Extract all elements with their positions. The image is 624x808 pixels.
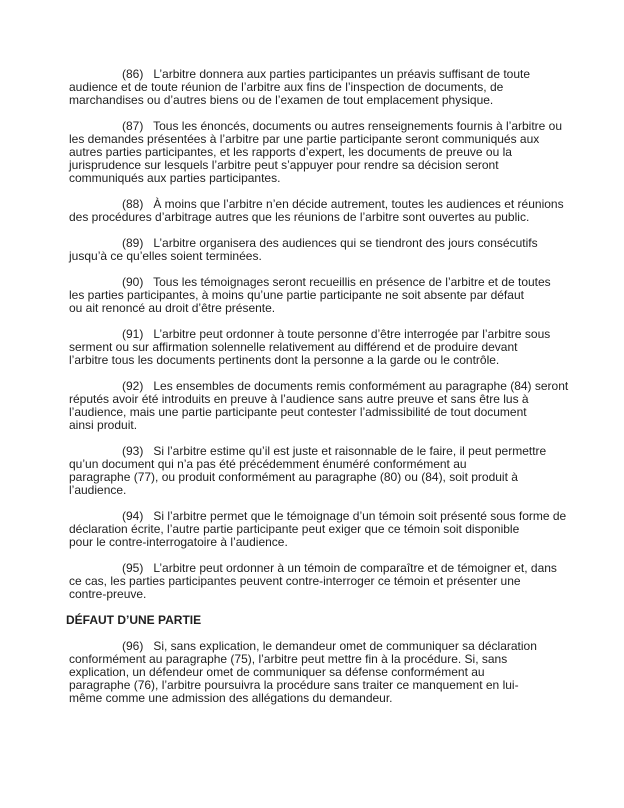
paragraph-line: ou ait renoncé au droit d’être présente. <box>69 301 276 315</box>
paragraph-line: communiqués aux parties participantes. <box>69 171 281 185</box>
paragraph-line: des procédures d’arbitrage autres que les réunions de l’arbitre sont ouvertes au public. <box>69 210 530 224</box>
paragraph-89 <box>69 237 574 263</box>
paragraph-line: explication, un défendeur omet de communiquer sa défense conformément au <box>69 665 485 679</box>
paragraph-line: conformément au paragraphe (75), l’arbitre peut mettre fin à la procédure. Si, sans <box>69 652 508 666</box>
paragraph-93 <box>69 445 574 497</box>
document-content <box>66 68 574 705</box>
paragraph-line: autres parties participantes, et les rapports d’expert, les documents de preuve ou la <box>69 145 512 159</box>
paragraph-line: même comme une admission des allégations du demandeur. <box>69 691 393 705</box>
paragraph-line: contre-preuve. <box>69 587 147 601</box>
paragraph-first-line: (87) Tous les énoncés, documents ou autres renseignements fournis à l’arbitre ou <box>122 119 563 133</box>
paragraph-94 <box>69 510 574 549</box>
section-heading: DÉFAUT D’UNE PARTIE <box>66 613 202 627</box>
paragraph-first-line: (89) L’arbitre organisera des audiences qui se tiendront des jours consécutifs <box>122 236 538 250</box>
paragraph-first-line: (92) Les ensembles de documents remis conformément au paragraphe (84) seront <box>122 379 569 393</box>
paragraph-first-line: (93) Si l’arbitre estime qu’il est juste et raisonnable de le faire, il peut permettre <box>122 444 547 458</box>
paragraph-92 <box>69 380 574 432</box>
paragraph-line: jurisprudence sur lesquels l’arbitre peut s’appuyer pour rendre sa décision seront <box>69 158 499 172</box>
paragraph-line: ce cas, les parties participantes peuvent contre-interroger ce témoin et présenter une <box>69 574 521 588</box>
paragraph-line: déclaration écrite, l’autre partie participante peut exiger que ce témoin soit disponible <box>69 522 520 536</box>
paragraph-line: paragraphe (77), ou produit conformément au paragraphe (80) ou (84), soit produit à <box>69 470 518 484</box>
paragraph-line: serment ou sur affirmation solennelle relativement au différend et de produire devant <box>69 340 518 354</box>
paragraph-first-line: (91) L’arbitre peut ordonner à toute personne d’être interrogée par l’arbitre sous <box>122 327 551 341</box>
paragraph-line: paragraphe (76), l’arbitre poursuivra la procédure sans traiter ce manquement en lui- <box>69 678 519 692</box>
paragraph-88 <box>69 198 574 224</box>
paragraph-line: l’arbitre tous les documents pertinents dont la personne a la garde ou le contrôle. <box>69 353 500 367</box>
paragraph-line: réputés avoir été introduits en preuve à l’audience sans autre preuve et sans être lus à <box>69 392 529 406</box>
paragraph-96 <box>69 640 574 705</box>
paragraph-95 <box>69 562 574 601</box>
paragraph-line: l’audience. <box>69 483 127 497</box>
paragraph-line: marchandises ou d’autres biens ou de l’examen de tout emplacement physique. <box>69 93 494 107</box>
paragraph-87 <box>69 120 574 185</box>
paragraph-line: les demandes présentées à l’arbitre par une partie participante seront communiqués aux <box>69 132 540 146</box>
paragraph-first-line: (96) Si, sans explication, le demandeur omet de communiquer sa déclaration <box>122 639 537 653</box>
paragraph-line: ainsi produit. <box>69 418 138 432</box>
paragraph-first-line: (94) Si l’arbitre permet que le témoignage d’un témoin soit présenté sous forme de <box>122 509 567 523</box>
paragraph-line: audience et de toute réunion de l’arbitre aux fins de l’inspection de documents, de <box>69 80 504 94</box>
paragraph-line: jusqu’à ce qu’elles soient terminées. <box>69 249 262 263</box>
paragraph-86 <box>69 68 574 107</box>
paragraph-line: qu’un document qui n’a pas été précédemment énuméré conformément au <box>69 457 467 471</box>
paragraph-91 <box>69 328 574 367</box>
paragraph-line: les parties participantes, à moins qu’une partie participante ne soit absente par défaut <box>69 288 524 302</box>
paragraph-first-line: (86) L’arbitre donnera aux parties participantes un préavis suffisant de toute <box>122 67 531 81</box>
paragraph-line: l’audience, mais une partie participante peut contester l’admissibilité de tout document <box>69 405 527 419</box>
paragraph-line: pour le contre-interrogatoire à l’audience. <box>69 535 288 549</box>
paragraph-first-line: (90) Tous les témoignages seront recueillis en présence de l’arbitre et de toutes <box>122 275 551 289</box>
paragraph-first-line: (95) L’arbitre peut ordonner à un témoin de comparaître et de témoigner et, dans <box>122 561 557 575</box>
paragraph-90 <box>69 276 574 315</box>
paragraph-first-line: (88) À moins que l’arbitre n’en décide autrement, toutes les audiences et réunions <box>122 197 564 211</box>
